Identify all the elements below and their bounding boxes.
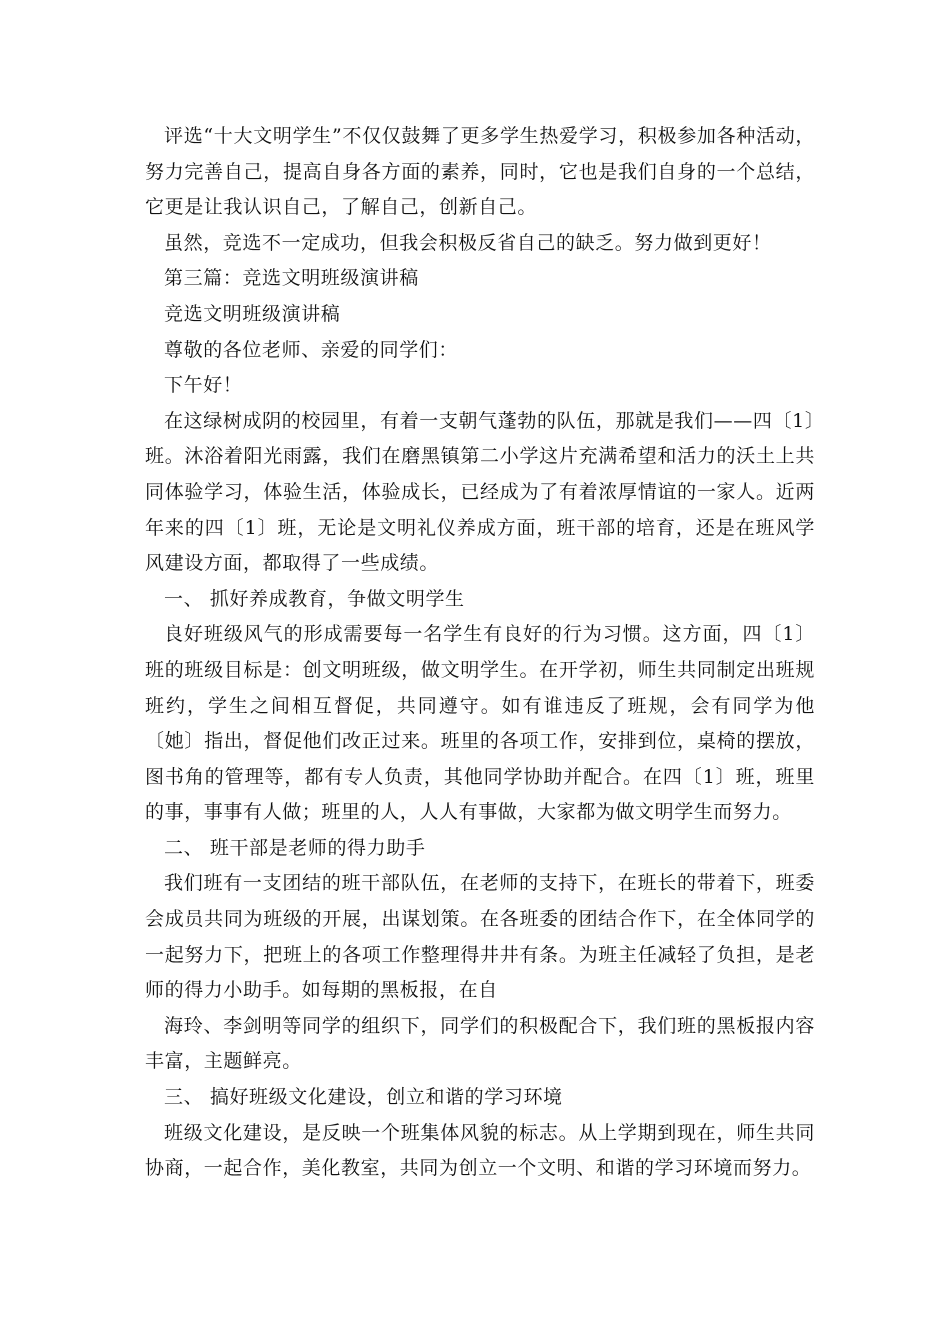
document-body — [145, 119, 815, 1187]
paragraph-effort: 虽然，竞选不一定成功，但我会积极反省自己的缺乏。努力做到更好！ — [164, 231, 772, 254]
heading-section-two: 二、 班干部是老师的得力助手 — [164, 836, 426, 859]
heading-section-three: 三、 搞好班级文化建设，创立和谐的学习环境 — [164, 1086, 563, 1109]
paragraph-class-cadres: 我们班有一支团结的班干部队伍，在老师的支持下，在班长的带着下，班委会成员共同为班级的开展，出谋划策。在各班委的团结合作下，在全体同学的一起努力下，把班上的各项工作整理得井井有条。为班主任减轻了负担，是老师的得力小助手。如每期的黑板报，在自 — [145, 872, 815, 1002]
speech-title: 竞选文明班级演讲稿 — [164, 302, 341, 325]
paragraph-praise-summary: 评选“十大文明学生”不仅仅鼓舞了更多学生热爱学习，积极参加各种活动，努力完善自己，提高自身各方面的素养，同时，它也是我们自身的一个总结，它更是让我认识自己，了解自己，创新自己。 — [145, 125, 815, 219]
paragraph-habits: 良好班级风气的形成需要每一名学生有良好的行为习惯。这方面，四〔1〕班的班级目标是：创文明班级，做文明学生。在开学初，师生共同制定出班规班约，学生之间相互督促，共同遵守。如有谁违反了班规，会有同学为他〔她〕指出，督促他们改正过来。班里的各项工作，安排到位，桌椅的摆放，图书角的管理等，都有专人负责，其他同学协助并配合。在四〔1〕班，班里的事，事事有人做；班里的人，人人有事做，大家都为做文明学生而努力。 — [145, 623, 815, 824]
section-title-third: 第三篇：竞选文明班级演讲稿 — [164, 267, 419, 290]
heading-section-one: 一、 抓好养成教育，争做文明学生 — [164, 587, 465, 610]
paragraph-blackboard: 海玲、李剑明等同学的组织下，同学们的积极配合下，我们班的黑板报内容丰富，主题鲜亮。 — [145, 1014, 815, 1073]
paragraph-class-intro: 在这绿树成阴的校园里，有着一支朝气蓬勃的队伍，那就是我们——四〔1〕班。沐浴着阳光雨露，我们在磨黑镇第二小学这片充满希望和活力的沃土上共同体验学习，体验生活，体验成长，已经成为了有着浓厚情谊的一家人。近两年来的四〔1〕班，无论是文明礼仪养成方面，班干部的培育，还是在班风学风建设方面，都取得了一些成绩。 — [145, 409, 815, 575]
salutation: 尊敬的各位老师、亲爱的同学们： — [164, 338, 459, 361]
greeting: 下午好！ — [164, 374, 243, 397]
paragraph-class-culture: 班级文化建设，是反映一个班集体风貌的标志。从上学期到现在，师生共同协商，一起合作，美化教室，共同为创立一个文明、和谐的学习环境而努力。 — [145, 1121, 815, 1180]
